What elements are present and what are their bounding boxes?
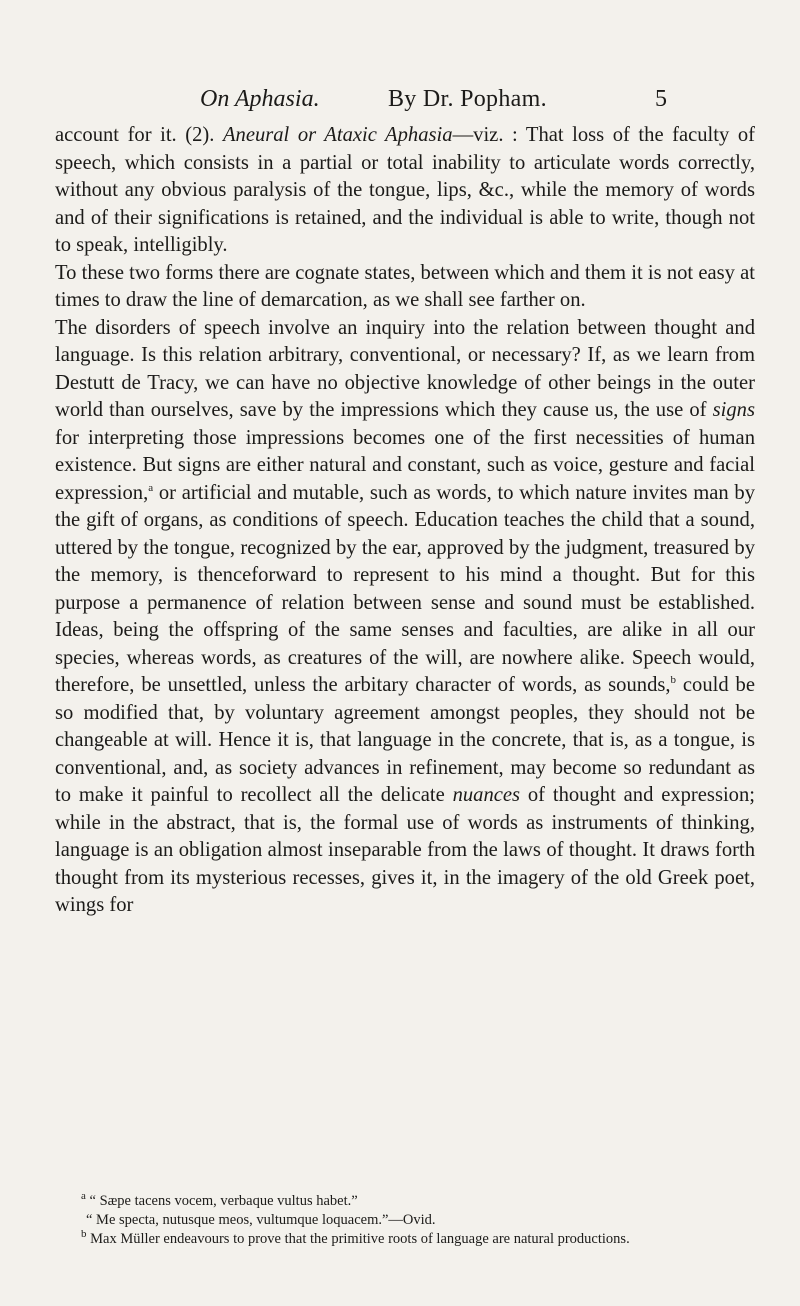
paragraph-3: The disorders of speech involve an inquiry into the relation between thought and language. Is this relation arbitrary, conventional, or necessary? If, as we learn from Destutt de Tracy, we can have no objective knowledge of other beings in the outer world than ourselves, save by the impressions which they cause us, the use of signs for interpreting those impressions becomes one of the first necessities of human existence. But signs are either natural and constant, such as voice, gesture and facial expression,$^a$ or artificial and mutable, such as words, to which nature invites man by the gift of organs, as conditions of speech. Education teaches the child that a sound, uttered by the tongue, recognized by the ear, approved by the judgment, treasured by the memory, is thenceforward to represent to his mind a thought. But for this purpose a permanence of relation between sense and sound must be established. Ideas, being the offspring of the same senses and faculties, are alike in all our species, whereas words, as creatures of the will, are nowhere alike. Speech would, therefore, be unsettled, unless the arbitary character of words, as sounds,$^b$ could be so modified that, by voluntary agreement amongst peoples, they should not be changeable at will. Hence it is, that language in the concrete, that is, as a tongue, is conventional, and, as society advances in refinement, may become so redundant as to make it painful to recollect all the delicate nuances of thought and expression; while in the abstract, that is, the formal use of words as instruments of thinking, language is an obligation almost inseparable from the laws of thought. It draws forth thought from its mysterious recesses, gives it, in the imagery of the old Greek poet, wings for <box>55 316 755 916</box>
body-text <box>55 122 755 920</box>
footnote-a-line-2: “ Me specta, nutusque meos, vultumque loquacem.”—Ovid. <box>86 1212 436 1228</box>
footnote-a: $^a$ “ Sæpe tacens vocem, verbaque vultus habet.” <box>81 1190 358 1209</box>
footnote-ref-b: b <box>670 674 677 687</box>
running-author: By Dr. Popham. <box>388 86 547 112</box>
running-title: On Aphasia. <box>200 86 320 112</box>
paragraph-1: account for it. (2). Aneural or Ataxic Aphasia—viz. : That loss of the faculty of speech, which consists in a partial or total inability to articulate words correctly, without any obvious paralysis of the tongue, lips, &c., while the memory of words and of their significations is retained, and the individual is able to write, though not to speak, intelligibly. <box>55 124 755 256</box>
page-number: 5 <box>655 86 667 112</box>
aphasia-type-label: Aneural or Ataxic Aphasia <box>222 124 453 146</box>
footnote-ref-a: a <box>148 481 154 494</box>
paragraph-2: To these two forms there are cognate states, between which and them it is not easy at times to draw the line of demarcation, as we shall see farther on. <box>55 261 755 311</box>
footnotes <box>55 1192 755 1249</box>
footnote-b: $^b$ Max Müller endeavours to prove that the primitive roots of language are natural productions. <box>81 1228 630 1247</box>
running-header <box>0 86 800 116</box>
